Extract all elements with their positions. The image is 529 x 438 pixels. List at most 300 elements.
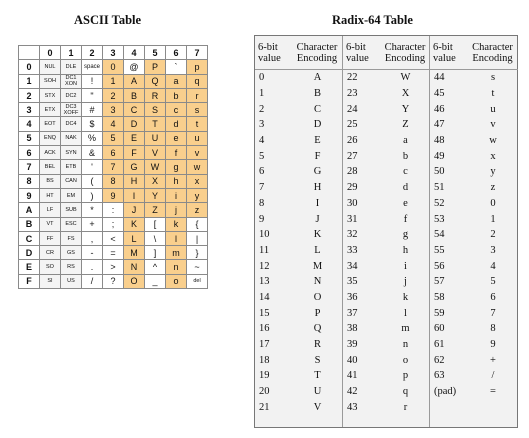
radix-value-cell: 58: [434, 291, 445, 303]
radix-row: [343, 243, 430, 259]
ascii-cell: m: [166, 246, 187, 260]
ascii-row-header: B: [19, 217, 40, 231]
ascii-cell: p: [187, 60, 208, 74]
radix-value-cell: 10: [259, 229, 270, 241]
radix-value-cell: 44: [434, 72, 445, 84]
ascii-table-title: ASCII Table: [74, 13, 142, 27]
ascii-cell: g: [166, 160, 187, 174]
ascii-cell: 8: [103, 174, 124, 188]
radix-encoding-cell: Q: [313, 323, 322, 335]
ascii-cell: ): [82, 188, 103, 202]
radix-encoding-cell: G: [313, 166, 322, 178]
radix-value-cell: 55: [434, 244, 445, 256]
ascii-cell: #: [82, 103, 103, 117]
ascii-row: [19, 174, 208, 188]
ascii-cell: V: [145, 146, 166, 160]
radix-encoding-cell: 0: [490, 197, 496, 209]
radix-row: [255, 227, 342, 243]
radix-value-cell: 45: [434, 88, 445, 100]
ascii-cell: RS: [61, 260, 82, 274]
ascii-cell: r: [187, 88, 208, 102]
ascii-cell: R: [145, 88, 166, 102]
ascii-cell: US: [61, 274, 82, 288]
ascii-cell: j: [166, 203, 187, 217]
radix-value-cell: 28: [347, 166, 358, 178]
ascii-column-header: 0: [40, 46, 61, 60]
ascii-cell: ?: [103, 274, 124, 288]
ascii-column-header: 5: [145, 46, 166, 60]
radix-row: [430, 290, 518, 306]
radix-row: [255, 196, 342, 212]
radix-row: [343, 321, 430, 337]
radix-encoding-header: Character Encoding: [296, 41, 338, 64]
radix-row: [430, 227, 518, 243]
radix-value-cell: 48: [434, 135, 445, 147]
radix-value-cell: 43: [347, 401, 358, 413]
ascii-cell: t: [187, 117, 208, 131]
radix-value-cell: 14: [259, 291, 270, 303]
radix-value-cell: 41: [347, 370, 358, 382]
ascii-cell: }: [187, 246, 208, 260]
radix-64-table: [254, 35, 518, 428]
radix-value-cell: 56: [434, 260, 445, 272]
ascii-cell: O: [124, 274, 145, 288]
ascii-row: [19, 74, 208, 88]
ascii-cell: S: [145, 103, 166, 117]
radix-value-cell: 21: [259, 401, 270, 413]
radix-value-cell: 9: [259, 213, 265, 225]
ascii-cell: >: [103, 260, 124, 274]
ascii-cell: 9: [103, 188, 124, 202]
radix-value-cell: 16: [259, 323, 270, 335]
radix-value-cell: 6: [259, 166, 265, 178]
ascii-row: [19, 160, 208, 174]
radix-encoding-cell: H: [313, 182, 322, 194]
radix-row: [430, 337, 518, 353]
radix-value-cell: 12: [259, 260, 270, 272]
radix-encoding-cell: y: [490, 166, 496, 178]
ascii-cell: .: [82, 260, 103, 274]
radix-row: [343, 305, 430, 321]
ascii-cell: W: [145, 160, 166, 174]
ascii-row: [19, 117, 208, 131]
radix-encoding-cell: m: [401, 323, 410, 335]
radix-encoding-cell: X: [401, 88, 410, 100]
radix-value-cell: 47: [434, 119, 445, 131]
ascii-cell: 6: [103, 146, 124, 160]
ascii-row-header: 9: [19, 188, 40, 202]
radix-encoding-cell: b: [402, 150, 409, 162]
ascii-cell: DLE: [61, 60, 82, 74]
radix-row: [255, 70, 342, 86]
ascii-row-header: 7: [19, 160, 40, 174]
radix-encoding-cell: 4: [490, 260, 496, 272]
radix-row: [430, 211, 518, 227]
radix-row: [255, 258, 342, 274]
radix-row: [255, 180, 342, 196]
ascii-cell: ,: [82, 231, 103, 245]
radix-value-cell: 61: [434, 339, 445, 351]
radix-encoding-cell: L: [314, 244, 321, 256]
ascii-cell: ^: [145, 260, 166, 274]
radix-value-cell: 18: [259, 354, 270, 366]
radix-row: [343, 196, 430, 212]
radix-value-cell: 0: [259, 72, 265, 84]
ascii-cell: F: [124, 146, 145, 160]
ascii-cell: b: [166, 88, 187, 102]
radix-value-cell: 31: [347, 213, 358, 225]
radix-row: [255, 211, 342, 227]
ascii-row: [19, 231, 208, 245]
ascii-row: [19, 246, 208, 260]
ascii-cell: space: [82, 60, 103, 74]
radix-encoding-cell: R: [313, 339, 321, 351]
radix-encoding-cell: A: [313, 72, 322, 84]
radix-row: [343, 227, 430, 243]
radix-value-cell: 42: [347, 386, 358, 398]
radix-value-cell: 50: [434, 166, 445, 178]
ascii-cell: ': [82, 160, 103, 174]
ascii-cell: e: [166, 131, 187, 145]
ascii-cell: <: [103, 231, 124, 245]
ascii-cell: G: [124, 160, 145, 174]
radix-row: [255, 101, 342, 117]
ascii-cell: y: [187, 188, 208, 202]
ascii-cell: k: [166, 217, 187, 231]
radix-encoding-cell: D: [313, 119, 322, 131]
radix-value-cell: 5: [259, 150, 265, 162]
ascii-cell: BEL: [40, 160, 61, 174]
radix-value-cell: 19: [259, 370, 270, 382]
ascii-row-header: 2: [19, 88, 40, 102]
radix-row: [430, 368, 518, 384]
ascii-cell: ACK: [40, 146, 61, 160]
ascii-row: [19, 103, 208, 117]
radix-row: [255, 321, 342, 337]
radix-value-cell: 33: [347, 244, 358, 256]
ascii-cell: SOH: [40, 74, 61, 88]
ascii-cell: D: [124, 117, 145, 131]
ascii-cell: ESC: [61, 217, 82, 231]
radix-row: [255, 243, 342, 259]
ascii-cell: K: [124, 217, 145, 231]
ascii-cell: Z: [145, 203, 166, 217]
radix-row: [343, 337, 430, 353]
radix-value-cell: 38: [347, 323, 358, 335]
radix-value-cell: 53: [434, 213, 445, 225]
ascii-cell: FS: [61, 231, 82, 245]
ascii-cell: EM: [61, 188, 82, 202]
ascii-cell: !: [82, 74, 103, 88]
radix-row: [255, 164, 342, 180]
radix-encoding-cell: w: [489, 135, 497, 147]
radix-value-cell: 1: [259, 88, 265, 100]
radix-encoding-cell: 9: [490, 339, 496, 351]
radix-value-cell: 23: [347, 88, 358, 100]
radix-encoding-cell: a: [403, 135, 408, 147]
radix-row: [430, 352, 518, 368]
radix-value-cell: 34: [347, 260, 358, 272]
ascii-cell: -: [82, 246, 103, 260]
ascii-cell: NAK: [61, 131, 82, 145]
ascii-cell: i: [166, 188, 187, 202]
ascii-row: [19, 131, 208, 145]
radix-header-row: [255, 36, 342, 70]
radix-row: [343, 384, 430, 400]
ascii-cell: &: [82, 146, 103, 160]
radix-encoding-cell: V: [313, 401, 322, 413]
radix-value-cell: 20: [259, 386, 270, 398]
ascii-table: [18, 45, 208, 289]
radix-row: [430, 274, 518, 290]
ascii-cell: SUB: [61, 203, 82, 217]
radix-value-cell: 39: [347, 339, 358, 351]
ascii-cell: u: [187, 131, 208, 145]
radix-encoding-cell: C: [313, 103, 321, 115]
ascii-cell: l: [166, 231, 187, 245]
ascii-row-header: D: [19, 246, 40, 260]
radix-row: [255, 399, 342, 415]
radix-row: [430, 164, 518, 180]
radix-value-cell: 29: [347, 182, 358, 194]
radix-row: [430, 384, 518, 400]
ascii-cell: ETB: [61, 160, 82, 174]
ascii-cell: GS: [61, 246, 82, 260]
radix-row: [343, 86, 430, 102]
radix-row: [430, 117, 518, 133]
ascii-row: [19, 274, 208, 288]
radix-value-cell: 49: [434, 150, 445, 162]
radix-value-cell: 2: [259, 103, 265, 115]
ascii-cell: h: [166, 174, 187, 188]
ascii-row-header: 5: [19, 131, 40, 145]
ascii-header-row: [19, 46, 208, 60]
ascii-cell: 2: [103, 88, 124, 102]
radix-row: [430, 133, 518, 149]
radix-encoding-cell: 3: [490, 244, 496, 256]
radix-encoding-cell: k: [402, 291, 409, 303]
ascii-column-header: 2: [82, 46, 103, 60]
ascii-cell: DC1 XON: [61, 74, 82, 88]
radix-value-cell: 51: [434, 182, 445, 194]
radix-encoding-cell: o: [402, 354, 409, 366]
ascii-cell: CR: [40, 246, 61, 260]
radix-row: [343, 148, 430, 164]
radix-row: [343, 352, 430, 368]
radix-value-cell: 37: [347, 307, 358, 319]
ascii-cell: s: [187, 103, 208, 117]
ascii-row-header: 8: [19, 174, 40, 188]
ascii-cell: SI: [40, 274, 61, 288]
ascii-column-header: 6: [166, 46, 187, 60]
ascii-row-header: 6: [19, 146, 40, 160]
radix-header-row: [430, 36, 518, 70]
radix-encoding-cell: g: [402, 229, 409, 241]
radix-value-cell: 22: [347, 72, 358, 84]
ascii-cell: 1: [103, 74, 124, 88]
ascii-cell: FF: [40, 231, 61, 245]
ascii-cell: :: [103, 203, 124, 217]
ascii-cell: BS: [40, 174, 61, 188]
radix-row: [343, 274, 430, 290]
radix-header-row: [343, 36, 430, 70]
ascii-cell: `: [166, 60, 187, 74]
radix-row: [343, 399, 430, 415]
radix-encoding-cell: S: [314, 354, 321, 366]
radix-row: [343, 133, 430, 149]
radix-encoding-cell: 1: [490, 213, 496, 225]
radix-value-cell: 63: [434, 370, 445, 382]
radix-encoding-cell: c: [403, 166, 408, 178]
radix-encoding-cell: F: [314, 150, 321, 162]
radix-value-cell: 17: [259, 339, 270, 351]
ascii-row-header: C: [19, 231, 40, 245]
radix-encoding-cell: O: [313, 291, 322, 303]
ascii-cell: a: [166, 74, 187, 88]
radix-value-cell: 62: [434, 354, 445, 366]
radix-encoding-cell: B: [313, 88, 321, 100]
ascii-cell: STX: [40, 88, 61, 102]
radix-encoding-cell: I: [315, 197, 320, 209]
ascii-cell: w: [187, 160, 208, 174]
ascii-cell: $: [82, 117, 103, 131]
radix-encoding-cell: Z: [402, 119, 409, 131]
ascii-cell: 3: [103, 103, 124, 117]
ascii-cell: ]: [145, 246, 166, 260]
radix-row: [343, 101, 430, 117]
ascii-cell: DC2: [61, 88, 82, 102]
ascii-row: [19, 146, 208, 160]
ascii-cell: 5: [103, 131, 124, 145]
radix-encoding-header: Character Encoding: [384, 41, 426, 64]
ascii-cell: E: [124, 131, 145, 145]
ascii-cell: I: [124, 188, 145, 202]
ascii-cell: n: [166, 260, 187, 274]
ascii-row: [19, 203, 208, 217]
ascii-cell: LF: [40, 203, 61, 217]
ascii-cell: VT: [40, 217, 61, 231]
ascii-cell: /: [82, 274, 103, 288]
radix-row: [343, 117, 430, 133]
radix-row: [430, 196, 518, 212]
radix-row: [255, 368, 342, 384]
ascii-cell: X: [145, 174, 166, 188]
ascii-cell: Q: [145, 74, 166, 88]
ascii-cell: DC3 XOFF: [61, 103, 82, 117]
radix-value-cell: 13: [259, 276, 270, 288]
radix-row: [343, 164, 430, 180]
radix-row: [343, 180, 430, 196]
ascii-cell: L: [124, 231, 145, 245]
radix-row: [343, 211, 430, 227]
ascii-cell: (: [82, 174, 103, 188]
radix-value-cell: 46: [434, 103, 445, 115]
ascii-cell: o: [166, 274, 187, 288]
radix-row: [255, 305, 342, 321]
ascii-cell: [: [145, 217, 166, 231]
radix-value-header: 6-bit value: [258, 41, 281, 64]
ascii-cell: {: [187, 217, 208, 231]
ascii-cell: U: [145, 131, 166, 145]
ascii-row-header: A: [19, 203, 40, 217]
radix-encoding-cell: U: [313, 386, 322, 398]
radix-column-group: [255, 36, 342, 427]
radix-encoding-cell: d: [402, 182, 409, 194]
ascii-column-header: 4: [124, 46, 145, 60]
ascii-row-header: 1: [19, 74, 40, 88]
radix-row: [430, 243, 518, 259]
radix-encoding-cell: W: [400, 72, 411, 84]
ascii-cell: B: [124, 88, 145, 102]
radix-value-cell: (pad): [434, 386, 457, 398]
radix-value-cell: 40: [347, 354, 358, 366]
ascii-cell: \: [145, 231, 166, 245]
radix-encoding-cell: P: [314, 307, 321, 319]
radix-table-title: Radix-64 Table: [332, 13, 413, 27]
radix-row: [255, 337, 342, 353]
ascii-row: [19, 217, 208, 231]
radix-row: [430, 148, 518, 164]
ascii-cell: 4: [103, 117, 124, 131]
radix-encoding-cell: f: [403, 213, 408, 225]
radix-row: [430, 305, 518, 321]
radix-row: [255, 117, 342, 133]
radix-row: [430, 86, 518, 102]
radix-value-cell: 15: [259, 307, 270, 319]
ascii-cell: v: [187, 146, 208, 160]
radix-encoding-cell: s: [490, 72, 496, 84]
radix-value-cell: 7: [259, 182, 265, 194]
ascii-cell: CAN: [61, 174, 82, 188]
radix-row: [255, 86, 342, 102]
radix-encoding-cell: =: [490, 386, 496, 398]
radix-row: [430, 101, 518, 117]
ascii-row-header: 0: [19, 60, 40, 74]
ascii-cell: ETX: [40, 103, 61, 117]
radix-encoding-cell: E: [314, 135, 321, 147]
radix-row: [255, 290, 342, 306]
ascii-cell: P: [145, 60, 166, 74]
radix-row: [255, 274, 342, 290]
ascii-cell: ": [82, 88, 103, 102]
radix-encoding-cell: t: [491, 88, 495, 100]
ascii-cell: ~: [187, 260, 208, 274]
radix-encoding-cell: K: [313, 229, 322, 241]
radix-encoding-cell: Y: [401, 103, 410, 115]
radix-encoding-cell: n: [402, 339, 409, 351]
radix-row: [343, 290, 430, 306]
ascii-cell: @: [124, 60, 145, 74]
ascii-cell: z: [187, 203, 208, 217]
ascii-cell: HT: [40, 188, 61, 202]
radix-value-cell: 57: [434, 276, 445, 288]
radix-row: [430, 321, 518, 337]
radix-encoding-cell: l: [404, 307, 407, 319]
radix-encoding-cell: i: [404, 260, 407, 272]
ascii-corner-cell: [19, 46, 40, 60]
radix-value-cell: 25: [347, 119, 358, 131]
radix-row: [255, 384, 342, 400]
radix-value-cell: 27: [347, 150, 358, 162]
radix-encoding-cell: q: [402, 386, 409, 398]
radix-encoding-cell: p: [402, 370, 409, 382]
ascii-cell: _: [145, 274, 166, 288]
ascii-cell: Y: [145, 188, 166, 202]
radix-encoding-cell: x: [490, 150, 496, 162]
ascii-column-header: 7: [187, 46, 208, 60]
radix-row: [255, 133, 342, 149]
ascii-cell: del: [187, 274, 208, 288]
